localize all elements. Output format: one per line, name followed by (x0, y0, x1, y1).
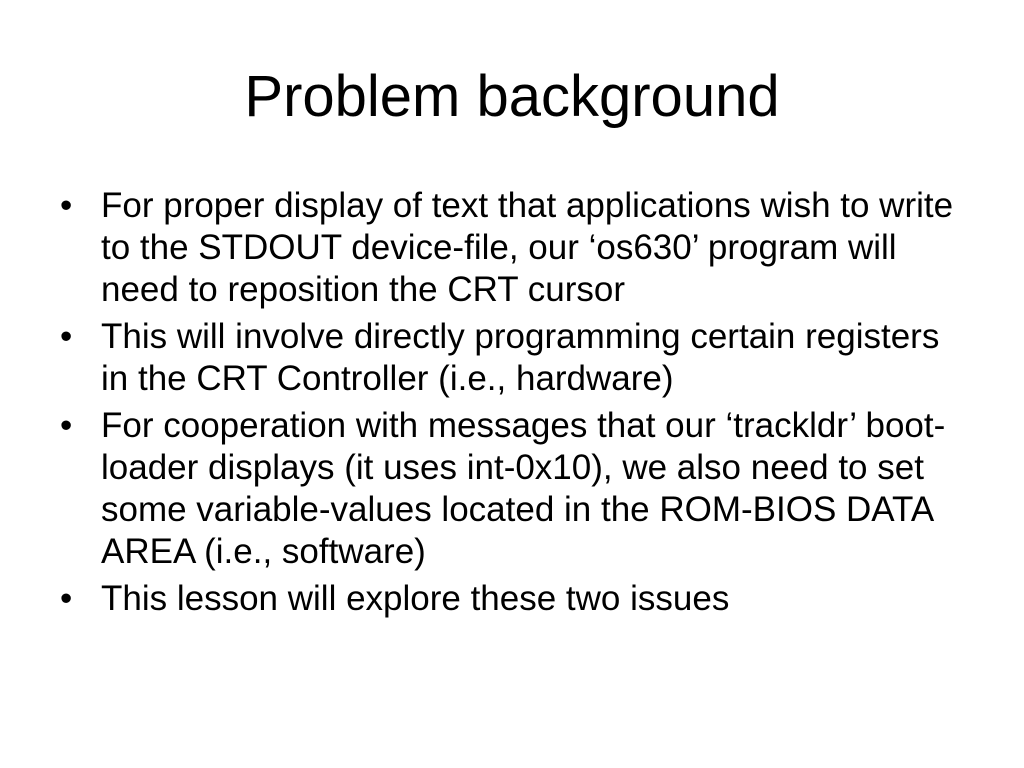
bullet-text: This will involve directly programming certain registers in the CRT Controller (i.e., hardware) (101, 317, 940, 398)
bullet-icon: • (60, 579, 73, 618)
bullet-icon: • (60, 317, 73, 356)
bullet-text: This lesson will explore these two issues (101, 579, 730, 618)
bullet-list (60, 185, 960, 625)
bullet-icon: • (60, 406, 73, 445)
bullet-item (60, 185, 960, 311)
bullet-item (60, 578, 960, 620)
bullet-item (60, 316, 960, 400)
bullet-text: For proper display of text that applications wish to write to the STDOUT device-file, our ‘os630’ program will need to reposition the CRT cursor (101, 186, 954, 309)
slide-title: Problem background (244, 64, 780, 129)
bullet-icon: • (60, 186, 73, 225)
bullet-text: For cooperation with messages that our ‘trackldr’ boot-loader displays (it uses int-0x10), we also need to set some variable-values located in the ROM-BIOS DATA AREA (i.e., software) (101, 406, 946, 571)
bullet-item (60, 405, 960, 573)
